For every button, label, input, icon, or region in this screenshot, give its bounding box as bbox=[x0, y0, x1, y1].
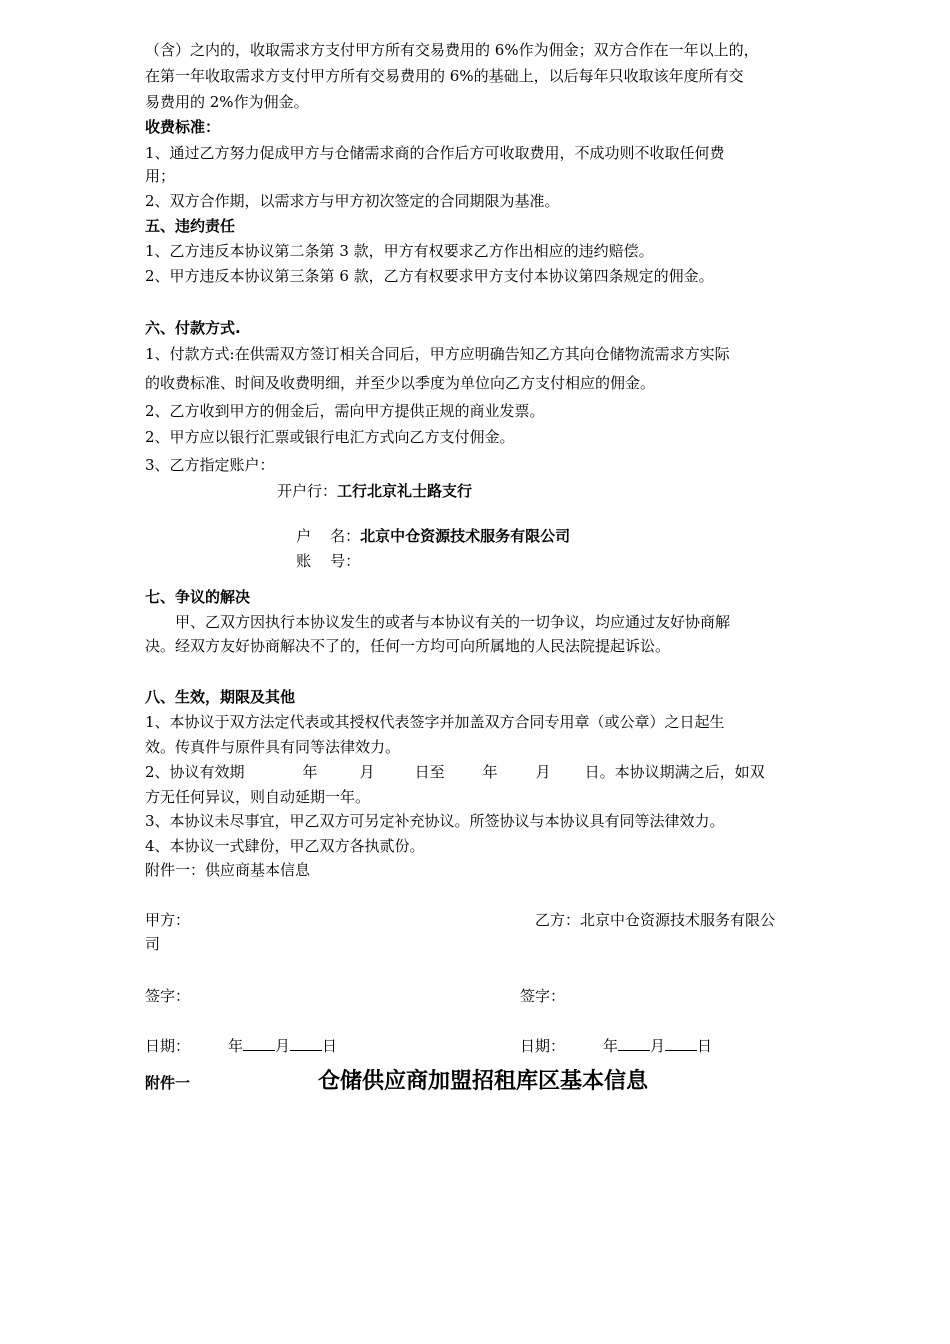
intro-line-1: （含）之内的，收取需求方支付甲方所有交易费用的 6%作为佣金；双方合作在一年以上的， bbox=[145, 41, 759, 59]
section-8-item-1-line-2: 效。传真件与原件具有同等法律效力。 bbox=[145, 738, 401, 756]
party-b-date bbox=[520, 1035, 800, 1056]
party-a-date-label: 日期： bbox=[145, 1037, 191, 1055]
section-8-item-3: 3、本协议未尽事宜，甲乙双方可另定补充协议。所签协议与本协议具有同等法律效力。 bbox=[145, 812, 725, 830]
account-number-label: 账 号： bbox=[296, 552, 361, 570]
party-b-date-day: 日 bbox=[697, 1037, 713, 1055]
section-8-item-2-line-2: 方无任何异议，则自动延期一年。 bbox=[145, 788, 371, 806]
party-b-signature-label: 签字： bbox=[520, 987, 566, 1005]
party-a-date bbox=[145, 1035, 445, 1056]
validity-end-day: 日。本协议期满之后，如双 bbox=[584, 763, 765, 781]
bank-label: 开户行： bbox=[277, 482, 338, 500]
section-6-heading: 六、付款方式. bbox=[145, 319, 241, 337]
party-b-label-wrap: 司 bbox=[145, 935, 161, 953]
annex-label: 附件一 bbox=[145, 1074, 191, 1092]
section-8-heading: 八、生效，期限及其他 bbox=[145, 688, 296, 706]
validity-start-month: 月 bbox=[359, 763, 375, 781]
section-7-line-1: 甲、乙双方因执行本协议发生的或者与本协议有关的一切争议，均应通过友好协商解 bbox=[175, 613, 731, 631]
party-a-signature-label: 签字： bbox=[145, 987, 191, 1005]
attachment-note: 附件一：供应商基本信息 bbox=[145, 861, 311, 879]
party-b-date-label: 日期： bbox=[520, 1037, 566, 1055]
fee-item-1-line-1: 1、通过乙方努力促成甲方与仓储需求商的合作后方可收取费用，不成功则不收取任何费 bbox=[145, 144, 725, 162]
fee-item-1-line-2: 用； bbox=[145, 167, 176, 185]
party-b-date-month: 月 bbox=[650, 1037, 666, 1055]
section-8-item-2-line-1 bbox=[145, 762, 815, 782]
validity-end-month: 月 bbox=[535, 763, 551, 781]
party-a-date-month: 月 bbox=[275, 1037, 291, 1055]
account-name-label: 户 名： bbox=[296, 527, 361, 545]
section-6-item-2: 2、乙方收到甲方的佣金后，需向甲方提供正规的商业发票。 bbox=[145, 402, 545, 420]
validity-end-year: 年 bbox=[482, 763, 498, 781]
section-6-item-4: 3、乙方指定账户： bbox=[145, 456, 275, 474]
section-7-heading: 七、争议的解决 bbox=[145, 588, 251, 606]
section-5-item-2: 2、甲方违反本协议第三条第 6 款，乙方有权要求甲方支付本协议第四条规定的佣金。 bbox=[145, 267, 714, 285]
section-7-line-2: 决。经双方友好协商解决不了的，任何一方均可向所属地的人民法院提起诉讼。 bbox=[145, 637, 671, 655]
validity-start-year: 年 bbox=[302, 763, 318, 781]
validity-prefix: 2、协议有效期 bbox=[145, 763, 245, 781]
section-6-item-3: 2、甲方应以银行汇票或银行电汇方式向乙方支付佣金。 bbox=[145, 428, 515, 446]
intro-line-3: 易费用的 2%作为佣金。 bbox=[145, 93, 309, 111]
section-5-item-1: 1、乙方违反本协议第二条第 3 款，甲方有权要求乙方作出相应的违约赔偿。 bbox=[145, 242, 654, 260]
validity-start-day: 日至 bbox=[414, 763, 445, 781]
fee-item-2: 2、双方合作期，以需求方与甲方初次签定的合同期限为基准。 bbox=[145, 192, 560, 210]
account-number-row bbox=[277, 531, 677, 591]
account-name-value: 北京中仓资源技术服务有限公司 bbox=[360, 527, 571, 545]
fee-heading: 收费标准： bbox=[145, 118, 221, 136]
section-6-item-1-line-1: 1、付款方式:在供需双方签订相关合同后，甲方应明确告知乙方其向仓储物流需求方实际 bbox=[145, 345, 730, 363]
section-8-item-4: 4、本协议一式肆份，甲乙双方各执贰份。 bbox=[145, 837, 425, 855]
section-5-heading: 五、违约责任 bbox=[145, 217, 236, 235]
section-8-item-1-line-1: 1、本协议于双方法定代表或其授权代表签字并加盖双方合同专用章（或公章）之日起生 bbox=[145, 713, 725, 731]
party-b-label: 乙方：北京中仓资源技术服务有限公 bbox=[535, 911, 776, 929]
section-6-item-1-line-2: 的收费标准、时间及收费明细，并至少以季度为单位向乙方支付相应的佣金。 bbox=[145, 374, 656, 392]
annex-title: 仓储供应商加盟招租库区基本信息 bbox=[318, 1069, 649, 1094]
party-a-date-day: 日 bbox=[322, 1037, 338, 1055]
intro-line-2: 在第一年收取需求方支付甲方所有交易费用的 6%的基础上，以后每年只收取该年度所有交 bbox=[145, 67, 744, 85]
bank-value: 工行北京礼士路支行 bbox=[337, 482, 473, 500]
bank-row bbox=[277, 481, 677, 501]
party-b-date-year: 年 bbox=[603, 1037, 619, 1055]
party-a-date-year: 年 bbox=[228, 1037, 244, 1055]
party-a-label: 甲方： bbox=[145, 911, 191, 929]
